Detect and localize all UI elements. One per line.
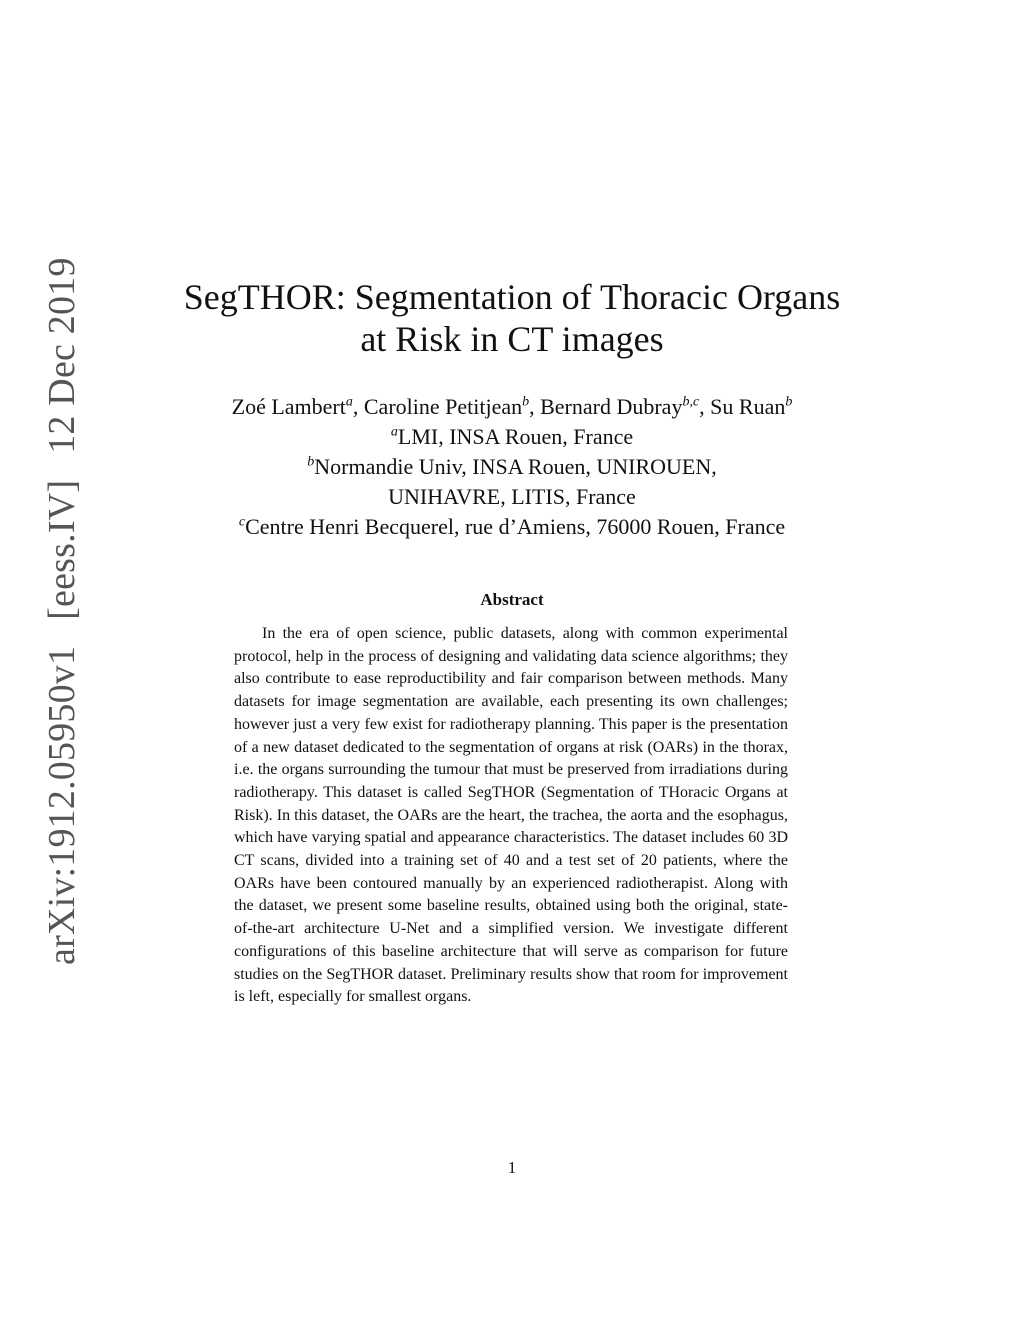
- author-affiliation-mark: b,c: [682, 394, 700, 410]
- author-name: , Su Ruan: [699, 394, 786, 419]
- page-number: 1: [507, 1158, 517, 1177]
- affiliation-a: [0, 422, 1024, 452]
- affiliation-b: [0, 452, 1024, 482]
- affiliation-mark: a: [390, 424, 398, 440]
- arxiv-date: 12 Dec 2019: [41, 257, 83, 454]
- affiliation-c: [0, 512, 1024, 542]
- title-line-2: at Risk in CT images: [360, 319, 664, 359]
- author-list: [0, 392, 1024, 422]
- affiliation-text: LMI, INSA Rouen, France: [397, 424, 634, 449]
- affiliation-mark: b: [307, 454, 315, 470]
- author-name: Zoé Lambert: [231, 394, 346, 419]
- abstract-text: In the era of open science, public datasets, along with common experimental protocol, help in the process of designing and validating data science algorithms; they also contribute to ease reproductibility and fair comparison between methods. Many datasets for image segmentation are available, each presenting its own challenges; however just a very few exist for radiotherapy planning. This paper is the presentation of a new dataset dedicated to the segmentation of organs at risk (OARs) in the thorax, i.e. the organs surrounding the tumour that must be preserved from irradiations during radiotherapy. This dataset is called SegTHOR (Segmentation of THoracic Organs at Risk). In this dataset, the OARs are the heart, the trachea, the aorta and the esophagus, which have varying spatial and appearance characteristics. The dataset includes 60 3D CT scans, divided into a training set of 40 and a test set of 20 patients, where the OARs have been contoured manually by an experienced radiotherapist. Along with the dataset, we present some baseline results, obtained using both the original, state-of-the-art architecture U-Net and a simplified version. We investigate different configurations of this baseline architecture that will serve as comparison for future studies on the SegTHOR dataset. Preliminary results show that room for improvement is left, especially for smallest organs.: [234, 625, 788, 1006]
- author-affiliation-mark: a: [345, 394, 353, 410]
- affiliation-text: Centre Henri Becquerel, rue d’Amiens, 76000 Rouen, France: [245, 514, 786, 539]
- affiliation-b-continued: [0, 482, 1024, 512]
- affiliation-text: Normandie Univ, INSA Rouen, UNIROUEN,: [314, 454, 717, 479]
- author-affiliation-mark: b: [785, 394, 793, 410]
- author-name: , Bernard Dubray: [529, 394, 683, 419]
- title-line-1: SegTHOR: Segmentation of Thoracic Organs: [183, 277, 841, 317]
- author-name: , Caroline Petitjean: [352, 394, 523, 419]
- arxiv-identifier-sidebar: [40, 257, 84, 965]
- affiliation-mark: c: [238, 514, 246, 530]
- paper-title: [0, 276, 1024, 360]
- arxiv-category: [eess.IV]: [41, 479, 83, 620]
- arxiv-id: arXiv:1912.05950v1: [41, 645, 83, 965]
- author-affiliation-mark: b: [522, 394, 530, 410]
- affiliation-text: UNIHAVRE, LITIS, France: [388, 484, 636, 509]
- author-block: [0, 392, 1024, 542]
- abstract-heading: Abstract: [480, 590, 544, 609]
